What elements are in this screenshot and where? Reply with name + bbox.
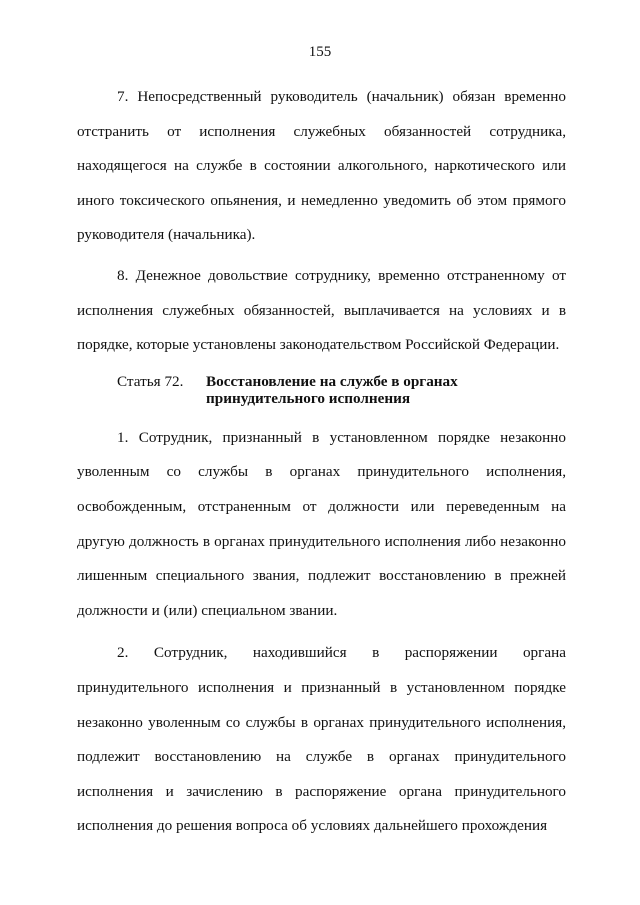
paragraph-7: 7. Непосредственный руководитель (начальник) обязан временно отстранить от исполнения служебных обязанностей сотрудника, находящегося на службе в состоянии алкогольного, наркотического или иного токсического опьянения, и немедленно уведомить об этом прямого руководителя (начальника). [77, 88, 566, 244]
paragraph-8: 8. Денежное довольствие сотруднику, временно отстраненному от исполнения служебных обязанностей, выплачивается на условиях и в порядке, которые установлены законодательством Российской Федерации. [77, 266, 566, 354]
article-paragraph-2: 2. Сотрудник, находившийся в распоряжении органа принудительного исполнения и признанный в установленном порядке незаконно уволенным со службы в органах принудительного исполнения, подлежит восстановлению на службе в органах принудительного исполнения и зачислению в распоряжение органа принудительного исполнения до решения вопроса об условиях дальнейшего прохождения [77, 644, 566, 835]
article-title: Восстановление на службе в органах принудительного исполнения [206, 372, 458, 407]
article-paragraph-1: 1. Сотрудник, признанный в установленном порядке незаконно уволенным со службы в органах принудительного исполнения, освобожденным, отстраненным от должности или переведенным на другую должность в органах принудительного исполнения либо незаконно лишенным специального звания, подлежит восстановлению в прежней должности и (или) специальном звании. [77, 428, 566, 619]
page-number: 155 [308, 44, 332, 60]
article-number: Статья 72. [117, 372, 184, 390]
document-body [77, 80, 566, 844]
article-heading [77, 373, 566, 407]
